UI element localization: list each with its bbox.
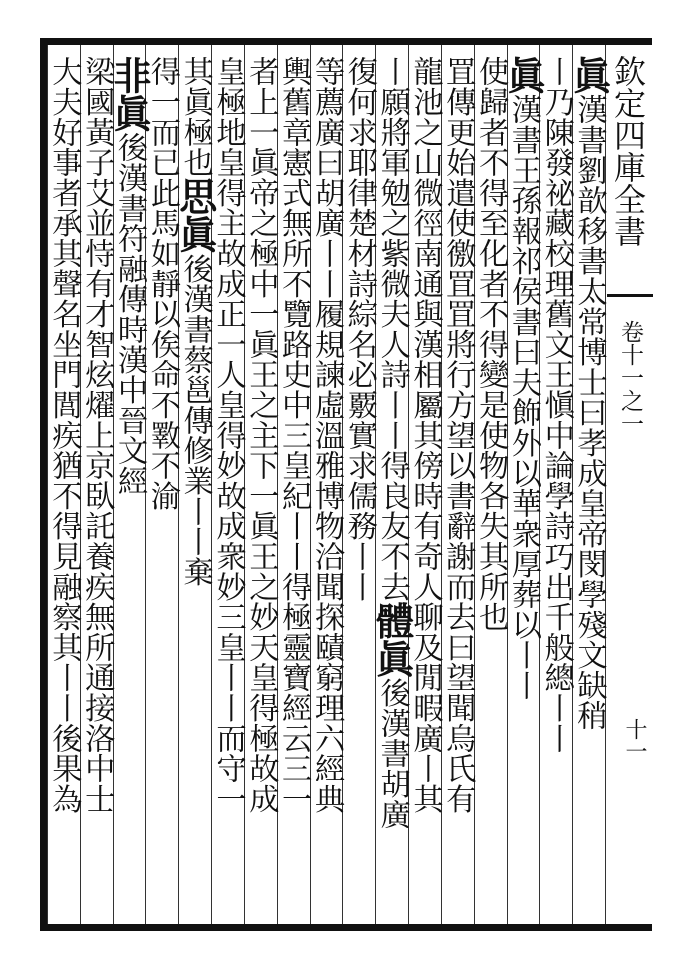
entry-text: 龍池之山微徑南通與漢相屬其傍時有奇人聊及閒暇廣丨其	[407, 56, 443, 814]
entry-text: 梁國黃子艾並恃有才智炫燿上京臥託養疾無所通接洛中士	[79, 56, 115, 814]
page-number	[620, 718, 648, 778]
volume-text: 卷十一之一	[617, 320, 643, 435]
entry-text: 丨乃陳發祕藏校理舊文王愼中論學詩巧出千般總丨丨	[538, 56, 574, 753]
entry-text: 後漢書胡廣	[374, 677, 410, 829]
entry-text: 使歸者不得至化者不得變是使物各失其所也	[473, 56, 509, 632]
entry-text: 等薦廣曰胡廣丨丨履規諫虛溫雅博物洽聞探賾窮理六經典	[309, 56, 344, 814]
section-label	[616, 320, 644, 520]
entry-text: 其眞極也	[177, 56, 213, 178]
book-title-text: 欽定四庫全書	[609, 55, 647, 247]
entry-heading: 眞	[500, 56, 546, 94]
entry-text: 漢書劉歆移書太常博士曰孝成皇帝閔學殘文缺稍	[571, 94, 607, 731]
page-number-text: 十一	[622, 718, 647, 762]
entry-text: 復何求耶律楚材詩綜名必覈實求儒務丨丨	[341, 56, 377, 602]
entry-text: 丨願將軍勉之紫微夫人詩丨丨得良友不去	[374, 56, 410, 602]
entry-text: 此馬如靜以俟命不斁不渝	[144, 177, 180, 511]
entry-text: 大夫好事者承其聲名坐門閭疾猶不得見融察其丨丨後果為	[46, 56, 82, 814]
entry-heading: 思眞	[172, 177, 218, 254]
entry-text: 漢書王孫報祁侯書曰夫飾外以華衆厚葬以丨丨	[505, 94, 541, 700]
entry-text: 罝傳更始遣使徼罝罝將行方望以書辭謝而去曰望聞烏氏有	[440, 56, 476, 814]
entry-text: 得一而已	[144, 56, 180, 178]
entry-heading: 眞	[566, 56, 612, 94]
text-column	[43, 56, 83, 921]
entry-text: 後漢書符融傳時漢中晉文經	[112, 132, 148, 496]
entry-heading: 非眞	[107, 56, 153, 132]
margin-separator	[607, 294, 653, 297]
entry-text: 後漢書蔡邕傳修業丨丨棄	[177, 253, 213, 587]
book-title	[606, 55, 650, 325]
entry-text: 者上一眞帝之極中一眞王之主下一眞王之妙天皇得極故成	[243, 56, 279, 814]
entry-heading: 體眞	[369, 601, 415, 678]
entry-text: 輿舊章憲式無所不覽路史中三皇紀丨丨得極靈寶經云三一	[276, 56, 312, 814]
entry-text: 皇極地皇得主故成正一人皇得妙故成衆妙三皇丨丨而守一	[210, 56, 246, 814]
